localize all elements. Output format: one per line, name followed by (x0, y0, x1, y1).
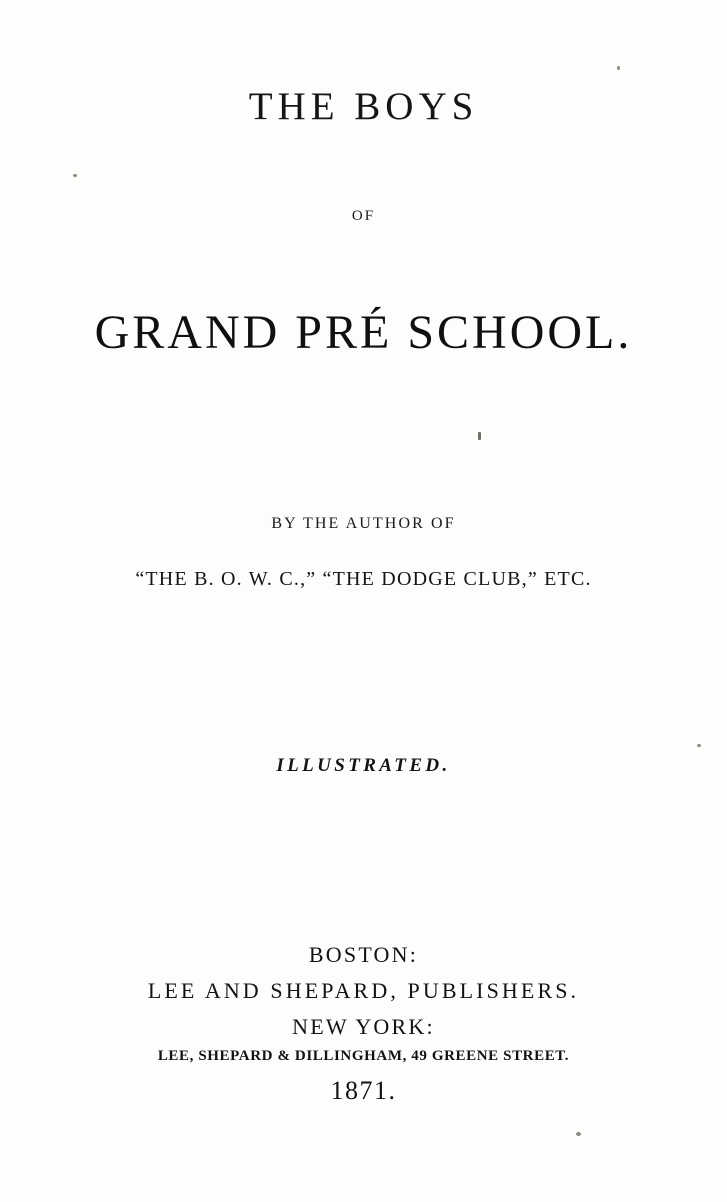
book-title-subtitle: GRAND PRÉ SCHOOL. (94, 306, 633, 359)
book-title-main: THE BOYS (248, 85, 479, 128)
imprint-city-secondary: NEW YORK: (292, 1014, 435, 1039)
author-byline: BY THE AUTHOR OF (271, 515, 456, 532)
imprint-city-primary: BOSTON: (308, 942, 419, 967)
illustrated-note: ILLUSTRATED. (276, 755, 451, 776)
imprint-publisher-secondary: LEE, SHEPARD & DILLINGHAM, 49 GREENE STREET. (157, 1048, 570, 1064)
book-title-connector: OF (351, 208, 376, 224)
author-other-works: “THE B. O. W. C.,” “THE DODGE CLUB,” ETC. (135, 568, 592, 590)
page-speckle-icon (617, 66, 620, 70)
imprint-publisher-primary: LEE AND SHEPARD, PUBLISHERS. (147, 978, 580, 1003)
page-speckle-icon (576, 1132, 581, 1136)
page-speckle-icon (697, 744, 701, 747)
imprint-year: 1871. (330, 1076, 397, 1105)
page-speckle-icon (478, 432, 481, 440)
page-speckle-icon (73, 174, 77, 177)
